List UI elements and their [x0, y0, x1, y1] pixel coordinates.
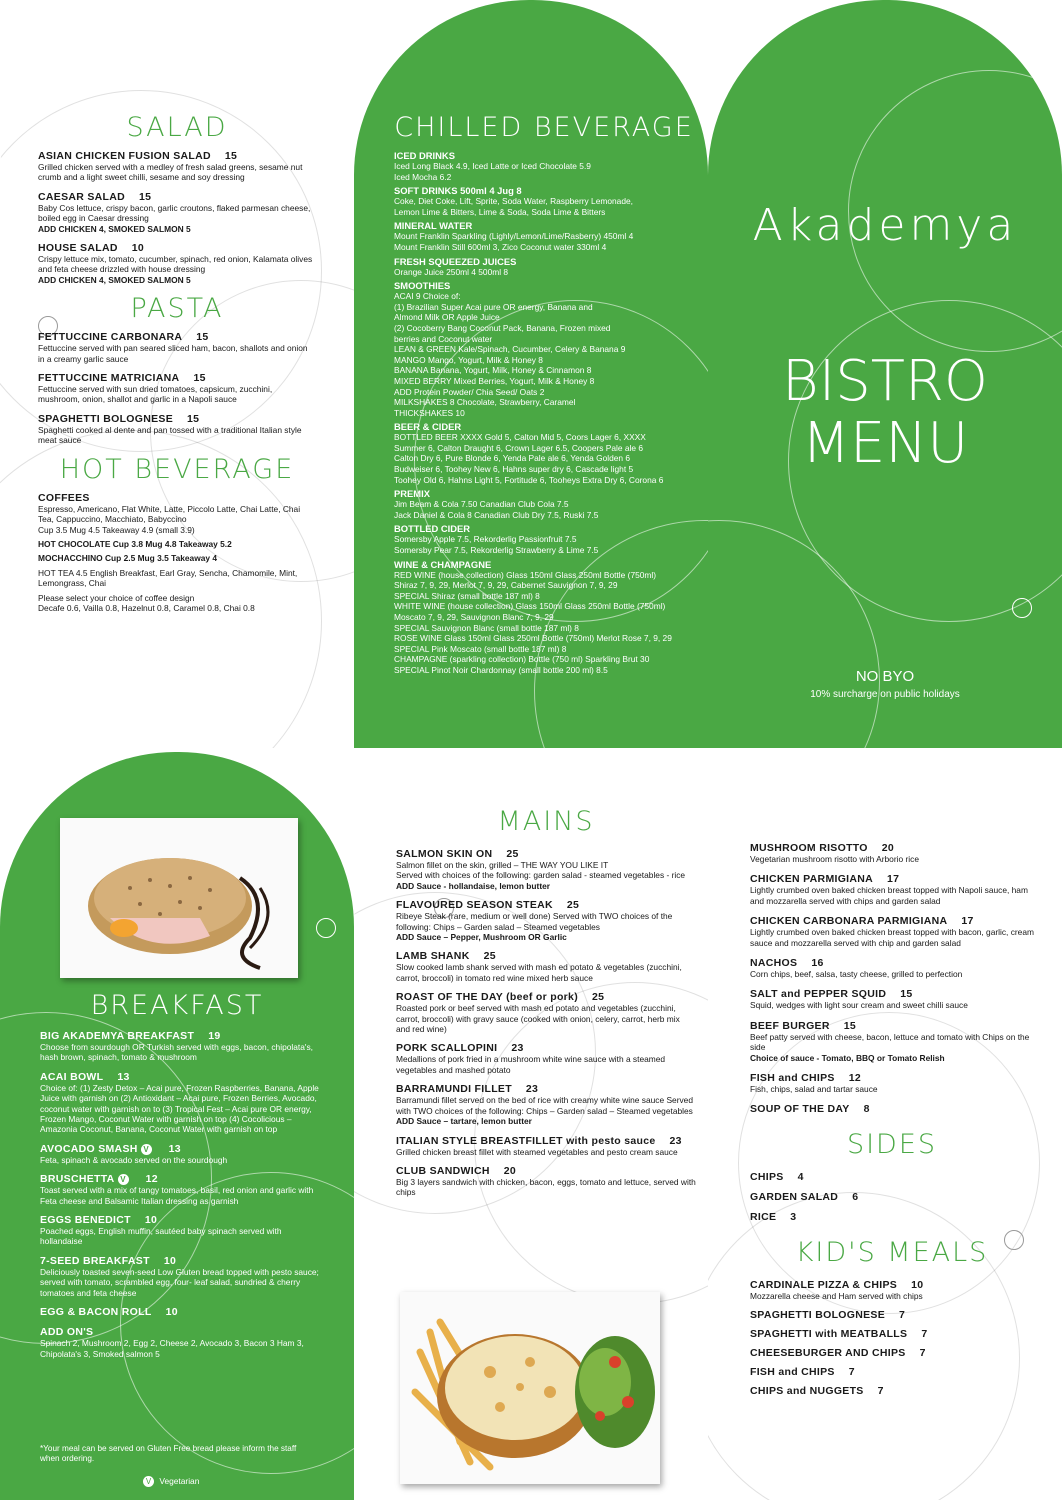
beverage-line: Toohey Old 6, Hahns Light 5, Fortitude 6, Tooheys Extra Dry 6, Corona 6 [394, 474, 664, 485]
item-name-text: BIG AKADEMYA BREAKFAST [40, 1030, 195, 1042]
pasta-title: PASTA [130, 293, 224, 325]
item-price: 10 [165, 1306, 178, 1319]
beverage-line: berries and Coconut water [394, 333, 493, 344]
item-price: 19 [208, 1030, 221, 1042]
vegetarian-icon: V [118, 1174, 129, 1185]
chilled-beverage-title: CHILLED BEVERAGE [394, 112, 694, 143]
beverage-group [394, 150, 694, 182]
sides-list [750, 1171, 1034, 1223]
menu-item [38, 191, 316, 234]
item-name-text: SPAGHETTI BOLOGNESE [750, 1308, 886, 1321]
menu-item [40, 1306, 322, 1318]
item-name [750, 1020, 1034, 1032]
item-name [40, 1306, 322, 1318]
menu-item [750, 957, 1034, 979]
menu-item [750, 1347, 1034, 1359]
item-name [38, 413, 316, 425]
item-name [750, 988, 1034, 1000]
item-name-text: BRUSCHETTA [40, 1173, 115, 1186]
menu-item [750, 1385, 1034, 1397]
item-name-text: AVOCADO SMASH [40, 1142, 138, 1155]
beverage-line: ROSE WINE Glass 150ml Glass 250ml Bottle (750ml) Merlot Rose 7, 9, 29 [394, 633, 672, 644]
menu-item [396, 1083, 696, 1126]
beverage-line: SPECIAL Pink Moscato (small bottle 187 ml) 8 [394, 643, 567, 654]
item-extra: Served with choices of the following: garden salad - steamed vegetables - rice [396, 870, 686, 881]
beverage-line: THICKSHAKES 10 [394, 407, 465, 418]
item-name [750, 1211, 1034, 1223]
beverage-heading: PREMIX [394, 488, 430, 500]
beverage-group [394, 488, 694, 520]
menu-item [750, 1020, 1034, 1063]
beverage-line: Iced Mocha 6.2 [394, 171, 452, 182]
beverage-line: CHAMPAGNE (sparkling collection) Bottle (750 ml) Sparkling Brut 30 [394, 654, 650, 665]
beverage-line: SPECIAL Pinot Noir Chardonnay (small bottle 200 ml) 8.5 [394, 664, 608, 675]
item-price: 23 [525, 1083, 539, 1096]
item-price: 15 [193, 372, 206, 385]
menu-item [750, 1309, 1034, 1321]
item-price: 7 [919, 1346, 926, 1359]
item-name-text: CARDINALE PIZZA & CHIPS [750, 1279, 898, 1292]
item-name [396, 899, 696, 911]
beverage-line: MIXED BERRY Mixed Berries, Yogurt, Milk & Honey 8 [394, 375, 595, 386]
item-price: 16 [811, 957, 824, 970]
item-name [396, 848, 696, 860]
item-name-text: BARRAMUNDI FILLET [396, 1083, 512, 1096]
menu-item [396, 991, 696, 1034]
item-name-text: FISH and CHIPS [750, 1072, 835, 1085]
item-add: Choice of sauce - Tomato, BBQ or Tomato Relish [750, 1052, 945, 1063]
menu-item [750, 1103, 1034, 1115]
item-name [38, 372, 316, 384]
item-desc: Ribeye Steak (rare, medium or well done) Served with TWO choices of the following: Chips – Garden salad – Steamed vegetables [396, 911, 673, 932]
beverage-line: WHITE WINE (house collection) Glass 150ml Glass 250ml Bottle (750ml) [394, 601, 666, 612]
breakfast-title: BREAKFAST [90, 990, 264, 1021]
coffees-label: COFFEES [38, 491, 90, 504]
item-desc: Big 3 layers sandwich with chicken, bacon, eggs, tomato and lettuce, served with chips [396, 1176, 696, 1198]
item-desc: Corn chips, beef, salsa, tasty cheese, grilled to perfection [750, 969, 963, 980]
parmigiana-illustration [400, 1292, 660, 1484]
item-name-text: SPAGHETTI BOLOGNESE [38, 412, 174, 425]
mochacchino: MOCHACCHINO Cup 2.5 Mug 3.5 Takeaway 4 [38, 553, 218, 564]
item-desc: Lightly crumbed oven baked chicken breast topped with bacon, garlic, cream sauce and mozzarella served with chip and garden salad [750, 927, 1034, 948]
coffees-price: Cup 3.5 Mug 4.5 Takeaway 4.9 (small 3.9) [38, 524, 195, 535]
item-desc: Mozzarella cheese and Ham served with chips [750, 1291, 923, 1302]
holiday-surcharge: 10% surcharge on public holidays [810, 689, 960, 700]
coffees-desc: Espresso, Americano, Flat White, Latte, Piccolo Latte, Chai Latte, Chai Tea, Cappuccino, Macchiato, Babyccino [38, 503, 301, 525]
item-name [396, 1083, 696, 1095]
beverage-heading: BOTTLED CIDER [394, 523, 471, 535]
menu-item [750, 1171, 1034, 1183]
breakfast-list [40, 1030, 322, 1367]
item-desc: Deliciously toasted seven-seed Low Gluten bread topped with pesto sauce; served with tomato, scrambled egg, four- leaf salad, sundried & cherry tomatoes and feta cheese [40, 1266, 319, 1298]
item-add: ADD Sauce – Pepper, Mushroom OR Garlic [396, 932, 567, 943]
menu-item [750, 988, 1034, 1010]
kids-list [750, 1279, 1034, 1396]
no-byo: NO BYO [855, 668, 915, 685]
menu-item [40, 1214, 322, 1247]
menu-item [750, 1279, 1034, 1301]
item-desc: Medallions of pork fried in a mushroom white wine sauce with a steamed vegetables and mashed potato [396, 1054, 666, 1075]
item-price: 12 [145, 1173, 158, 1186]
item-name-text: HOUSE SALAD [38, 242, 118, 255]
item-desc: Poached eggs, English muffin, sautéed baby spinach served with hollandaise [40, 1226, 282, 1247]
menu-item [750, 1328, 1034, 1340]
item-desc: Baby Cos lettuce, crispy bacon, garlic croutons, flaked parmesan cheese, boiled egg in Caesar dressing [38, 202, 311, 224]
item-desc: Choice of: (1) Zesty Detox – Acai pure, Frozen Raspberries, Banana, Apple Juice with garnish on (2) Antioxidant – Acai pure, Frozen Berries, Avocado, coconut water with garnish on to (3) Tropical Fest – Acai pure OR energy, Frozen Mango, Coconut Water with garnish on top (4) Cocolicious – Amazonia Coconut, Banana, Coconut Water with garnish on top [40, 1082, 319, 1135]
menu-item [38, 372, 316, 405]
item-name [396, 1042, 696, 1054]
beverage-group [394, 559, 694, 676]
menu-item [396, 1135, 696, 1157]
menu-item [396, 1165, 696, 1198]
item-price: 20 [503, 1164, 517, 1177]
item-desc: Slow cooked lamb shank served with mash ed potato & vegetables (zucchini, carrot, broccoli) in tomato red wine mixed herb sauce [396, 962, 682, 983]
item-name-text: CHIPS and NUGGETS [750, 1384, 864, 1397]
beverage-group [394, 280, 694, 344]
beverage-line: MANGO Mango, Yogurt, Milk & Honey 8 [394, 354, 543, 365]
chilled-list [394, 150, 694, 676]
item-add: ADD CHICKEN 4, SMOKED SALMON 5 [38, 274, 191, 285]
item-name-text: FETTUCCINE MATRICIANA [38, 372, 180, 385]
item-name [38, 331, 316, 343]
item-desc: Feta, spinach & avocado served on the sourdough [40, 1154, 228, 1165]
item-name [750, 1072, 1034, 1084]
beverage-heading: BEER & CIDER [394, 421, 462, 433]
coffee-extras: Decafe 0.6, Vailla 0.8, Hazelnut 0.8, Caramel 0.8, Chai 0.8 [38, 602, 255, 613]
beverage-group [394, 523, 694, 555]
beverage-line: Jim Beam & Cola 7.50 Canadian Club Cola 7.5 [394, 499, 569, 510]
beverage-line: Iced Long Black 4.9, Iced Latte or Iced Chocolate 5.9 [394, 161, 591, 171]
hot-beverage-list [38, 492, 316, 614]
item-desc: Fettuccine served with pan seared sliced ham, bacon, shallots and onion in a creamy garlic sauce [38, 343, 308, 364]
menu-item [750, 842, 1034, 864]
item-desc: Crispy lettuce mix, tomato, cucumber, spinach, red onion, Kalamata olives and feta cheese drizzled with house dressing [38, 254, 313, 275]
beverage-line: LEAN & GREEN Kale/Spinach, Cucumber, Celery & Banana 9 [394, 344, 626, 355]
beverage-line: SPECIAL Sauvignon Blanc (small bottle 187 ml) 8 [394, 622, 579, 633]
panel-cover [708, 0, 1062, 748]
menu-item [750, 1072, 1034, 1094]
beverage-line: SPECIAL Shiraz (small bottle 187 ml) 8 [394, 590, 540, 601]
item-name [40, 1030, 322, 1042]
item-name [750, 1385, 1034, 1397]
panel-breakfast [0, 752, 354, 1500]
menu-heading: MENU [801, 411, 969, 476]
beverage-line: Mount Franklin Sparkling (Lighly/Lemon/Lime/Rasberry) 450ml 4 [394, 231, 634, 242]
bistro-heading: BISTRO [782, 349, 988, 414]
item-name [750, 1347, 1034, 1359]
menu-item [396, 950, 696, 983]
item-price: 15 [196, 331, 209, 344]
pasta-list [38, 331, 316, 445]
item-name-text: LAMB SHANK [396, 950, 470, 963]
beverage-line: Calton Dry 6, Pure Blonde 6, Yenda Pale ale 6, Yenda Golden 6 [394, 453, 631, 464]
item-name [38, 242, 316, 254]
item-name-text: ASIAN CHICKEN FUSION SALAD [38, 150, 211, 162]
mains-title: MAINS [497, 806, 595, 837]
panel-salad-pasta-hot [0, 0, 354, 748]
item-name-text: GARDEN SALAD [750, 1191, 839, 1204]
item-price: 15 [139, 190, 152, 203]
beverage-line: Somersby Pear 7.5, Rekorderlig Strawberry & Lime 7.5 [394, 545, 599, 556]
item-name-text: FISH and CHIPS [750, 1365, 835, 1378]
beverage-line: Orange Juice 250ml 4 500ml 8 [394, 266, 509, 277]
salad-list [38, 150, 316, 285]
item-add: ADD CHICKEN 4, SMOKED SALMON 5 [38, 223, 191, 234]
item-price: 15 [843, 1019, 857, 1032]
item-price: 17 [961, 915, 974, 928]
beverage-line: (1) Brazilian Super Acai pure OR energy, Banana and [394, 301, 593, 312]
menu-item [38, 150, 316, 183]
item-name-text: CHIPS [750, 1171, 784, 1184]
item-price: 15 [224, 150, 238, 162]
beverage-group [394, 421, 694, 485]
item-name-text: SPAGHETTI with MEATBALLS [750, 1327, 908, 1340]
item-price: 25 [506, 848, 519, 860]
menu-item [40, 1071, 322, 1135]
menu-item [40, 1255, 322, 1298]
item-name [750, 1191, 1034, 1203]
hot-chocolate: HOT CHOCOLATE Cup 3.8 Mug 4.8 Takeaway 5.2 [38, 538, 232, 549]
hot-beverage-title: HOT BEVERAGE [59, 453, 295, 485]
item-desc: Lightly crumbed oven baked chicken breast topped with Napoli sauce, ham and mozzarella served with chips and garden salad [750, 885, 1028, 906]
beverage-line: BANANA Banana, Yogurt, Milk, Honey & Cinnamon 8 [394, 365, 592, 376]
beverage-line: Almond Milk OR Apple Juice [394, 312, 500, 323]
item-name [750, 1328, 1034, 1340]
item-desc: Squid, wedges with light sour cream and sweet chilli sauce [750, 1000, 968, 1011]
item-desc: Fettuccine served with sun dried tomatoes, capsicum, zucchini, mushroom, onion, shallot and garlic in a Napoli sauce [38, 384, 273, 405]
beverage-line: Lemon Lime & Bitters, Lime & Soda, Soda Lime & Bitters [394, 206, 606, 217]
item-desc: Spaghetti cooked al dente and pan tossed with a traditional Italian style meat sauce [38, 424, 302, 446]
beverage-group [394, 344, 694, 418]
item-price: 3 [790, 1211, 797, 1224]
breakfast-sandwich-photo [60, 818, 298, 978]
menu-item [396, 848, 696, 891]
menu-item [40, 1030, 322, 1063]
item-name-text: CHICKEN CARBONARA PARMIGIANA [750, 915, 948, 928]
item-name [38, 191, 316, 203]
item-desc: Choose from sourdough OR Turkish served with eggs, bacon, chipolata's, hash brown, spinach, tomato & mushroom [40, 1042, 313, 1063]
menu-item [750, 1211, 1034, 1223]
menu-item [38, 331, 316, 364]
item-name-text: RICE [750, 1211, 777, 1224]
panel-mains [354, 752, 708, 1500]
item-name [396, 1165, 696, 1177]
item-price: 10 [911, 1279, 924, 1292]
menu-item [396, 1042, 696, 1075]
beverage-line: Somersby Apple 7.5, Rekorderlig Passionfruit 7.5 [394, 534, 577, 545]
beverage-line: BOTTLED BEER XXXX Gold 5, Calton Mid 5, Coors Lager 6, XXXX [394, 432, 646, 443]
beverage-heading: SMOOTHIES [394, 280, 451, 292]
item-price: 7 [921, 1327, 928, 1340]
beverage-line: MILKSHAKES 8 Chocolate, Strawberry, Caramel [394, 397, 576, 408]
item-price: 25 [566, 899, 580, 912]
vegetarian-icon: V [141, 1144, 152, 1155]
kids-meals-title: KID'S MEALS [795, 1237, 989, 1269]
menu-item [40, 1326, 322, 1359]
item-price: 23 [669, 1134, 682, 1147]
item-name [40, 1255, 322, 1267]
item-name [396, 1135, 696, 1147]
beverage-group [394, 220, 694, 252]
item-name-text: EGGS BENEDICT [40, 1214, 131, 1227]
item-name-text: SALT and PEPPER SQUID [750, 988, 887, 1001]
panel-mains-sides-kids [708, 752, 1062, 1500]
item-desc: Vegetarian mushroom risotto with Arborio rice [750, 854, 919, 864]
item-name [750, 873, 1034, 885]
decor-dot [316, 918, 336, 938]
beverage-line: Shiraz 7, 9, 29, Merlot 7, 9, 29, Cabernet Sauvignon 7, 9, 29 [394, 580, 618, 591]
menu-item [750, 1366, 1034, 1378]
item-desc: Spinach 2, Mushroom 2, Egg 2, Cheese 2, Avocado 3, Bacon 3 Ham 3, Chipolata's 3, Smoked salmon 5 [40, 1338, 304, 1359]
beverage-heading: WINE & CHAMPAGNE [394, 558, 492, 570]
item-price: 10 [144, 1214, 158, 1227]
gluten-free-note: *Your meal can be served on Gluten Free bread please inform the staff when ordering. [40, 1444, 297, 1463]
item-name-text: MUSHROOM RISOTTO [750, 842, 868, 854]
beverage-heading: MINERAL WATER [394, 220, 473, 232]
beverage-group [394, 185, 694, 217]
item-price: 20 [881, 842, 895, 854]
item-price: 13 [168, 1142, 181, 1155]
item-name [750, 1366, 1034, 1378]
beverage-line: ACAI 9 Choice of: [394, 291, 461, 302]
salad-title: SALAD [126, 112, 228, 143]
item-name [750, 842, 1034, 854]
item-desc: Roasted pork or beef served with mash ed potato and vegetables (zucchini, carrot, broccoli) with gravy sauce (cooked with onion, celery, carrot, herb mix and red wine) [396, 1003, 680, 1035]
item-name-text: CHEESEBURGER AND CHIPS [750, 1346, 906, 1359]
item-name-text: ITALIAN STYLE BREASTFILLET with pesto sauce [396, 1134, 656, 1147]
item-name-text: BEEF BURGER [750, 1019, 830, 1032]
mains-list [396, 848, 696, 1198]
beverage-heading: FRESH SQUEEZED JUICES [394, 255, 517, 267]
mains2-list [750, 842, 1034, 1115]
item-name [750, 1309, 1034, 1321]
vegetarian-icon: V [143, 1476, 154, 1487]
beverage-line: ADD Protein Powder/ Chia Seed/ Oats 2 [394, 386, 545, 397]
item-name-text: FETTUCCINE CARBONARA [38, 331, 183, 344]
item-price: 7 [848, 1365, 855, 1378]
menu-item [750, 873, 1034, 906]
item-name [40, 1143, 322, 1155]
beverage-heading: SOFT DRINKS 500ml 4 Jug 8 [394, 185, 522, 197]
sandwich-illustration [60, 818, 298, 978]
item-name [40, 1071, 322, 1083]
menu-item [38, 413, 316, 446]
item-name [396, 991, 696, 1003]
item-name-text: NACHOS [750, 957, 798, 970]
item-price: 12 [848, 1072, 861, 1085]
item-add: ADD Sauce – tartare, lemon butter [396, 1116, 532, 1127]
item-name [40, 1214, 322, 1226]
item-name [40, 1326, 322, 1338]
item-desc: Grilled chicken breast fillet with steamed vegetables and pesto cream sauce [396, 1146, 678, 1157]
item-name-text: CAESAR SALAD [38, 190, 126, 203]
item-price: 8 [863, 1103, 870, 1116]
chicken-parmigiana-photo [400, 1292, 660, 1484]
item-price: 10 [163, 1254, 177, 1267]
beverage-line: Mount Franklin Still 600ml 3, Zico Coconut water 330ml 4 [394, 241, 607, 252]
item-name-text: CHICKEN PARMIGIANA [750, 873, 874, 886]
item-desc: Salmon fillet on the skin, grilled – THE WAY YOU LIKE IT [396, 860, 609, 870]
vegetarian-legend [140, 1476, 199, 1487]
item-name [750, 1171, 1034, 1183]
item-name [396, 950, 696, 962]
item-desc: Toast served with a mix of tangy tomatoes, basil, red onion and garlic with Feta cheese and Balsamic Italian dressing as garnish [40, 1185, 314, 1206]
beverage-line: RED WINE (house collection) Glass 150ml Glass 250ml Bottle (750ml) [394, 569, 657, 580]
item-name-text: SOUP OF THE DAY [750, 1103, 850, 1116]
item-name-text: ADD ON'S [40, 1326, 94, 1339]
panel-chilled-beverage [354, 0, 708, 748]
item-desc: Fish, chips, salad and tartar sauce [750, 1084, 878, 1095]
item-desc: Barramundi fillet served on the bed of rice with creamy white wine sauce Served with TWO choices of the following: Chips – Garden salad – Steamed vegetables [396, 1095, 693, 1116]
item-price: 25 [592, 991, 605, 1004]
sides-title: SIDES [846, 1129, 938, 1161]
beverage-line: Moscato 7, 9, 29, Sauvignon Blanc 7, 9, 29 [394, 612, 554, 622]
beverage-line: Summer 6, Calton Draught 6, Crown Lager 6.5, Coopers Pale ale 6 [394, 442, 644, 453]
item-price: 13 [117, 1070, 130, 1083]
brand-name: Akademya [752, 200, 1018, 251]
item-name [750, 957, 1034, 969]
item-name-text: ACAI BOWL [40, 1070, 104, 1083]
item-price: 6 [852, 1191, 859, 1204]
item-price: 4 [797, 1171, 804, 1184]
vegetarian-label: Vegetarian [159, 1476, 200, 1486]
menu-item [40, 1143, 322, 1165]
item-name [40, 1173, 322, 1185]
decor-dot [1012, 598, 1032, 618]
item-desc: Beef patty served with cheese, bacon, lettuce and tomato with Chips on the side [750, 1031, 1030, 1053]
item-name-text: PORK SCALLOPINI [396, 1042, 498, 1055]
menu-item [38, 242, 316, 285]
menu-item [396, 899, 696, 942]
item-price: 25 [483, 950, 496, 963]
item-name-text: SALMON SKIN ON [396, 848, 493, 860]
hot-tea: HOT TEA 4.5 English Breakfast, Earl Gray, Sencha, Chamomile, Mint, Lemongrass, Chai [38, 567, 298, 589]
item-price: 15 [900, 988, 913, 1001]
beverage-group [394, 256, 694, 278]
beverage-line: Jack Daniel & Cola 8 Canadian Club Dry 7.5, Ruski 7.5 [394, 509, 599, 520]
item-name-text: EGG & BACON ROLL [40, 1306, 152, 1319]
item-name [750, 1279, 1034, 1291]
item-name-text: 7-SEED BREAKFAST [40, 1254, 150, 1267]
beverage-line: (2) Cocoberry Bang Coconut Pack, Banana, Frozen mixed [394, 322, 611, 333]
item-name-text: FLAVOURED SEASON STEAK [396, 899, 553, 912]
beverage-line: Budweiser 6, Toohey New 6, Hahns super dry 6, Cascade light 5 [394, 464, 634, 475]
item-price: 23 [511, 1042, 524, 1055]
item-price: 7 [877, 1384, 884, 1397]
item-price: 17 [887, 873, 900, 886]
item-price: 10 [131, 242, 145, 255]
item-price: 15 [187, 412, 200, 425]
item-name-text: ROAST OF THE DAY (beef or pork) [396, 991, 578, 1004]
item-price: 7 [899, 1308, 906, 1321]
menu-item [750, 1191, 1034, 1203]
item-desc: Grilled chicken served with a medley of fresh salad greens, sesame nut crumb and a light sweet chilli, sesame and soy dressing [38, 162, 303, 183]
item-name-text: CLUB SANDWICH [396, 1164, 490, 1177]
item-name [750, 1103, 1034, 1115]
menu-item [40, 1173, 322, 1206]
item-name [38, 150, 316, 162]
beverage-heading: ICED DRINKS [394, 150, 455, 161]
item-add: ADD Sauce - hollandaise, lemon butter [396, 880, 551, 891]
item-name [750, 915, 1034, 927]
coffee-design-note: Please select your choice of coffee design [38, 592, 195, 603]
menu-item [750, 915, 1034, 948]
beverage-line: Coke, Diet Coke, Lift, Sprite, Soda Water, Raspberry Lemonade, [394, 196, 633, 207]
